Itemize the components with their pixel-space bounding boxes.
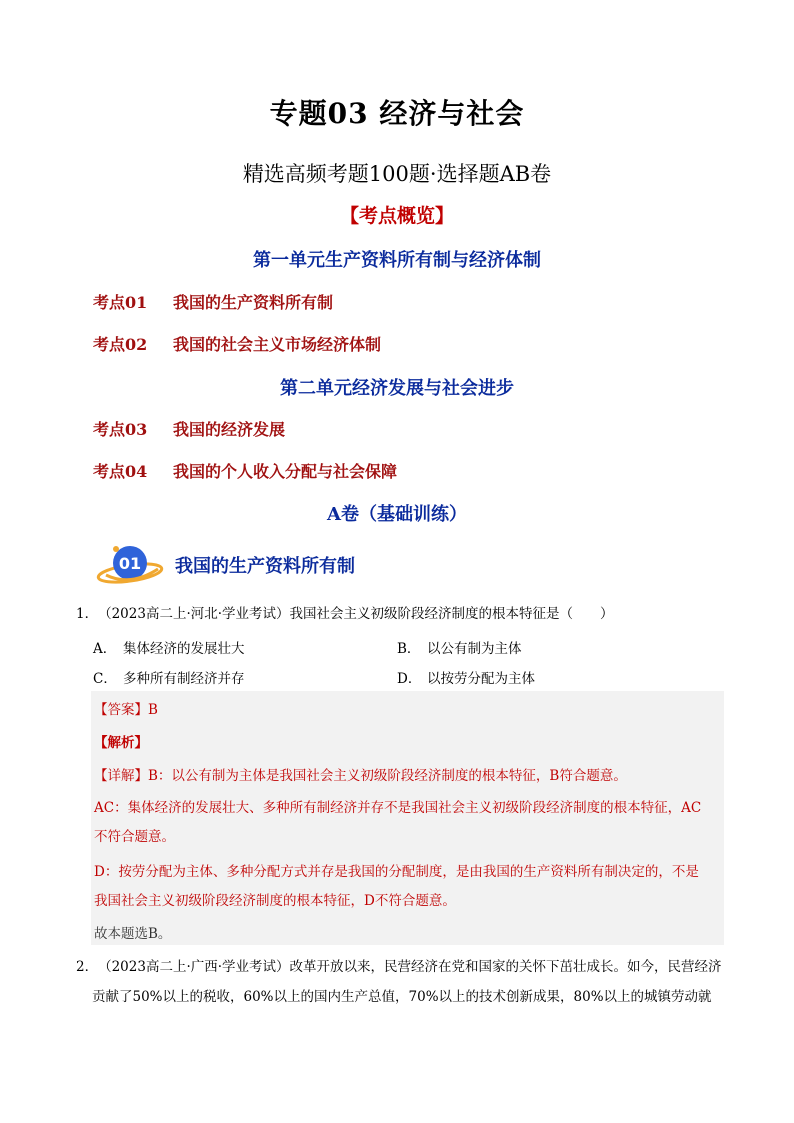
unit-2-title: 第二单元经济发展与社会进步 <box>280 378 514 399</box>
exam-point-04 <box>93 459 397 482</box>
unit-1-title: 第一单元生产资料所有制与经济体制 <box>253 250 541 271</box>
question-number: 1． <box>76 606 99 622</box>
exam-point-code: 考点02 <box>93 335 148 354</box>
explain-ac-line-2: 不符合题意。 <box>94 829 175 845</box>
page-title: 专题03 经济与社会 <box>269 97 525 130</box>
explain-d-line-1: D：按劳分配为主体、多种分配方式并存是我国的分配制度，是由我国的生产资料所有制决定的，不是 <box>94 864 699 880</box>
conclusion-line: 故本题选B。 <box>94 926 172 942</box>
question-text: 改革开放以来，民营经济在党和国家的关怀下茁壮成长。如今，民营经济 <box>289 959 722 975</box>
exam-point-03 <box>93 417 285 440</box>
exam-point-label: 我国的社会主义市场经济体制 <box>173 335 382 354</box>
option-text: 以按劳分配为主体 <box>427 671 535 687</box>
exam-point-02 <box>93 332 381 355</box>
volume-title: A卷（基础训练） <box>327 504 467 525</box>
option-letter: A． <box>93 641 117 657</box>
option-text: 多种所有制经济并存 <box>123 671 245 687</box>
exam-point-code: 考点04 <box>93 462 148 481</box>
option-letter: D． <box>397 671 422 687</box>
option-text: 集体经济的发展壮大 <box>123 641 245 657</box>
option-text: 以公有制为主体 <box>427 641 522 657</box>
overview-heading: 【考点概览】 <box>339 205 454 227</box>
question-source: （2023高二上·河北·学业考试） <box>98 606 290 622</box>
section-title: 我国的生产资料所有制 <box>175 556 355 577</box>
option-c <box>93 667 245 687</box>
page-subtitle: 精选高频考题100题·选择题AB卷 <box>242 162 552 186</box>
option-d <box>397 667 535 687</box>
section-badge-number: 01 <box>118 554 142 573</box>
answer-label: 【答案】 <box>94 702 148 718</box>
exam-point-label: 我国的生产资料所有制 <box>173 293 334 312</box>
exam-point-label: 我国的经济发展 <box>173 420 286 439</box>
option-b <box>397 637 522 657</box>
detail-line <box>94 764 627 784</box>
answer-value: B <box>148 702 158 718</box>
detail-label: 【详解】 <box>94 768 148 784</box>
option-a <box>93 637 245 657</box>
explain-d-line-2: 我国社会主义初级阶段经济制度的根本特征，D不符合题意。 <box>94 893 456 909</box>
exam-point-code: 考点01 <box>93 293 148 312</box>
exam-point-label: 我国的个人收入分配与社会保障 <box>173 462 398 481</box>
answer-line <box>94 698 158 718</box>
option-letter: C． <box>93 671 117 687</box>
explain-ac-line-1: AC：集体经济的发展壮大、多种所有制经济并存不是我国社会主义初级阶段经济制度的根本特征，AC <box>94 800 702 816</box>
exam-point-code: 考点03 <box>93 420 148 439</box>
section-badge-icon <box>96 543 170 585</box>
analysis-label: 【解析】 <box>94 735 148 751</box>
question-1-stem <box>76 600 726 628</box>
option-letter: B． <box>397 641 421 657</box>
exam-point-01 <box>93 290 333 313</box>
detail-text: B：以公有制为主体是我国社会主义初级阶段经济制度的根本特征，B符合题意。 <box>148 768 627 784</box>
question-2-stem-continued: 贡献了50%以上的税收，60%以上的国内生产总值，70%以上的技术创新成果，80%以上的城镇劳动就 <box>92 989 712 1005</box>
question-text: 我国社会主义初级阶段经济制度的根本特征是（ ） <box>289 606 614 622</box>
question-2-stem <box>76 953 726 981</box>
question-source: （2023高二上·广西·学业考试） <box>98 959 290 975</box>
question-number: 2． <box>76 959 99 975</box>
